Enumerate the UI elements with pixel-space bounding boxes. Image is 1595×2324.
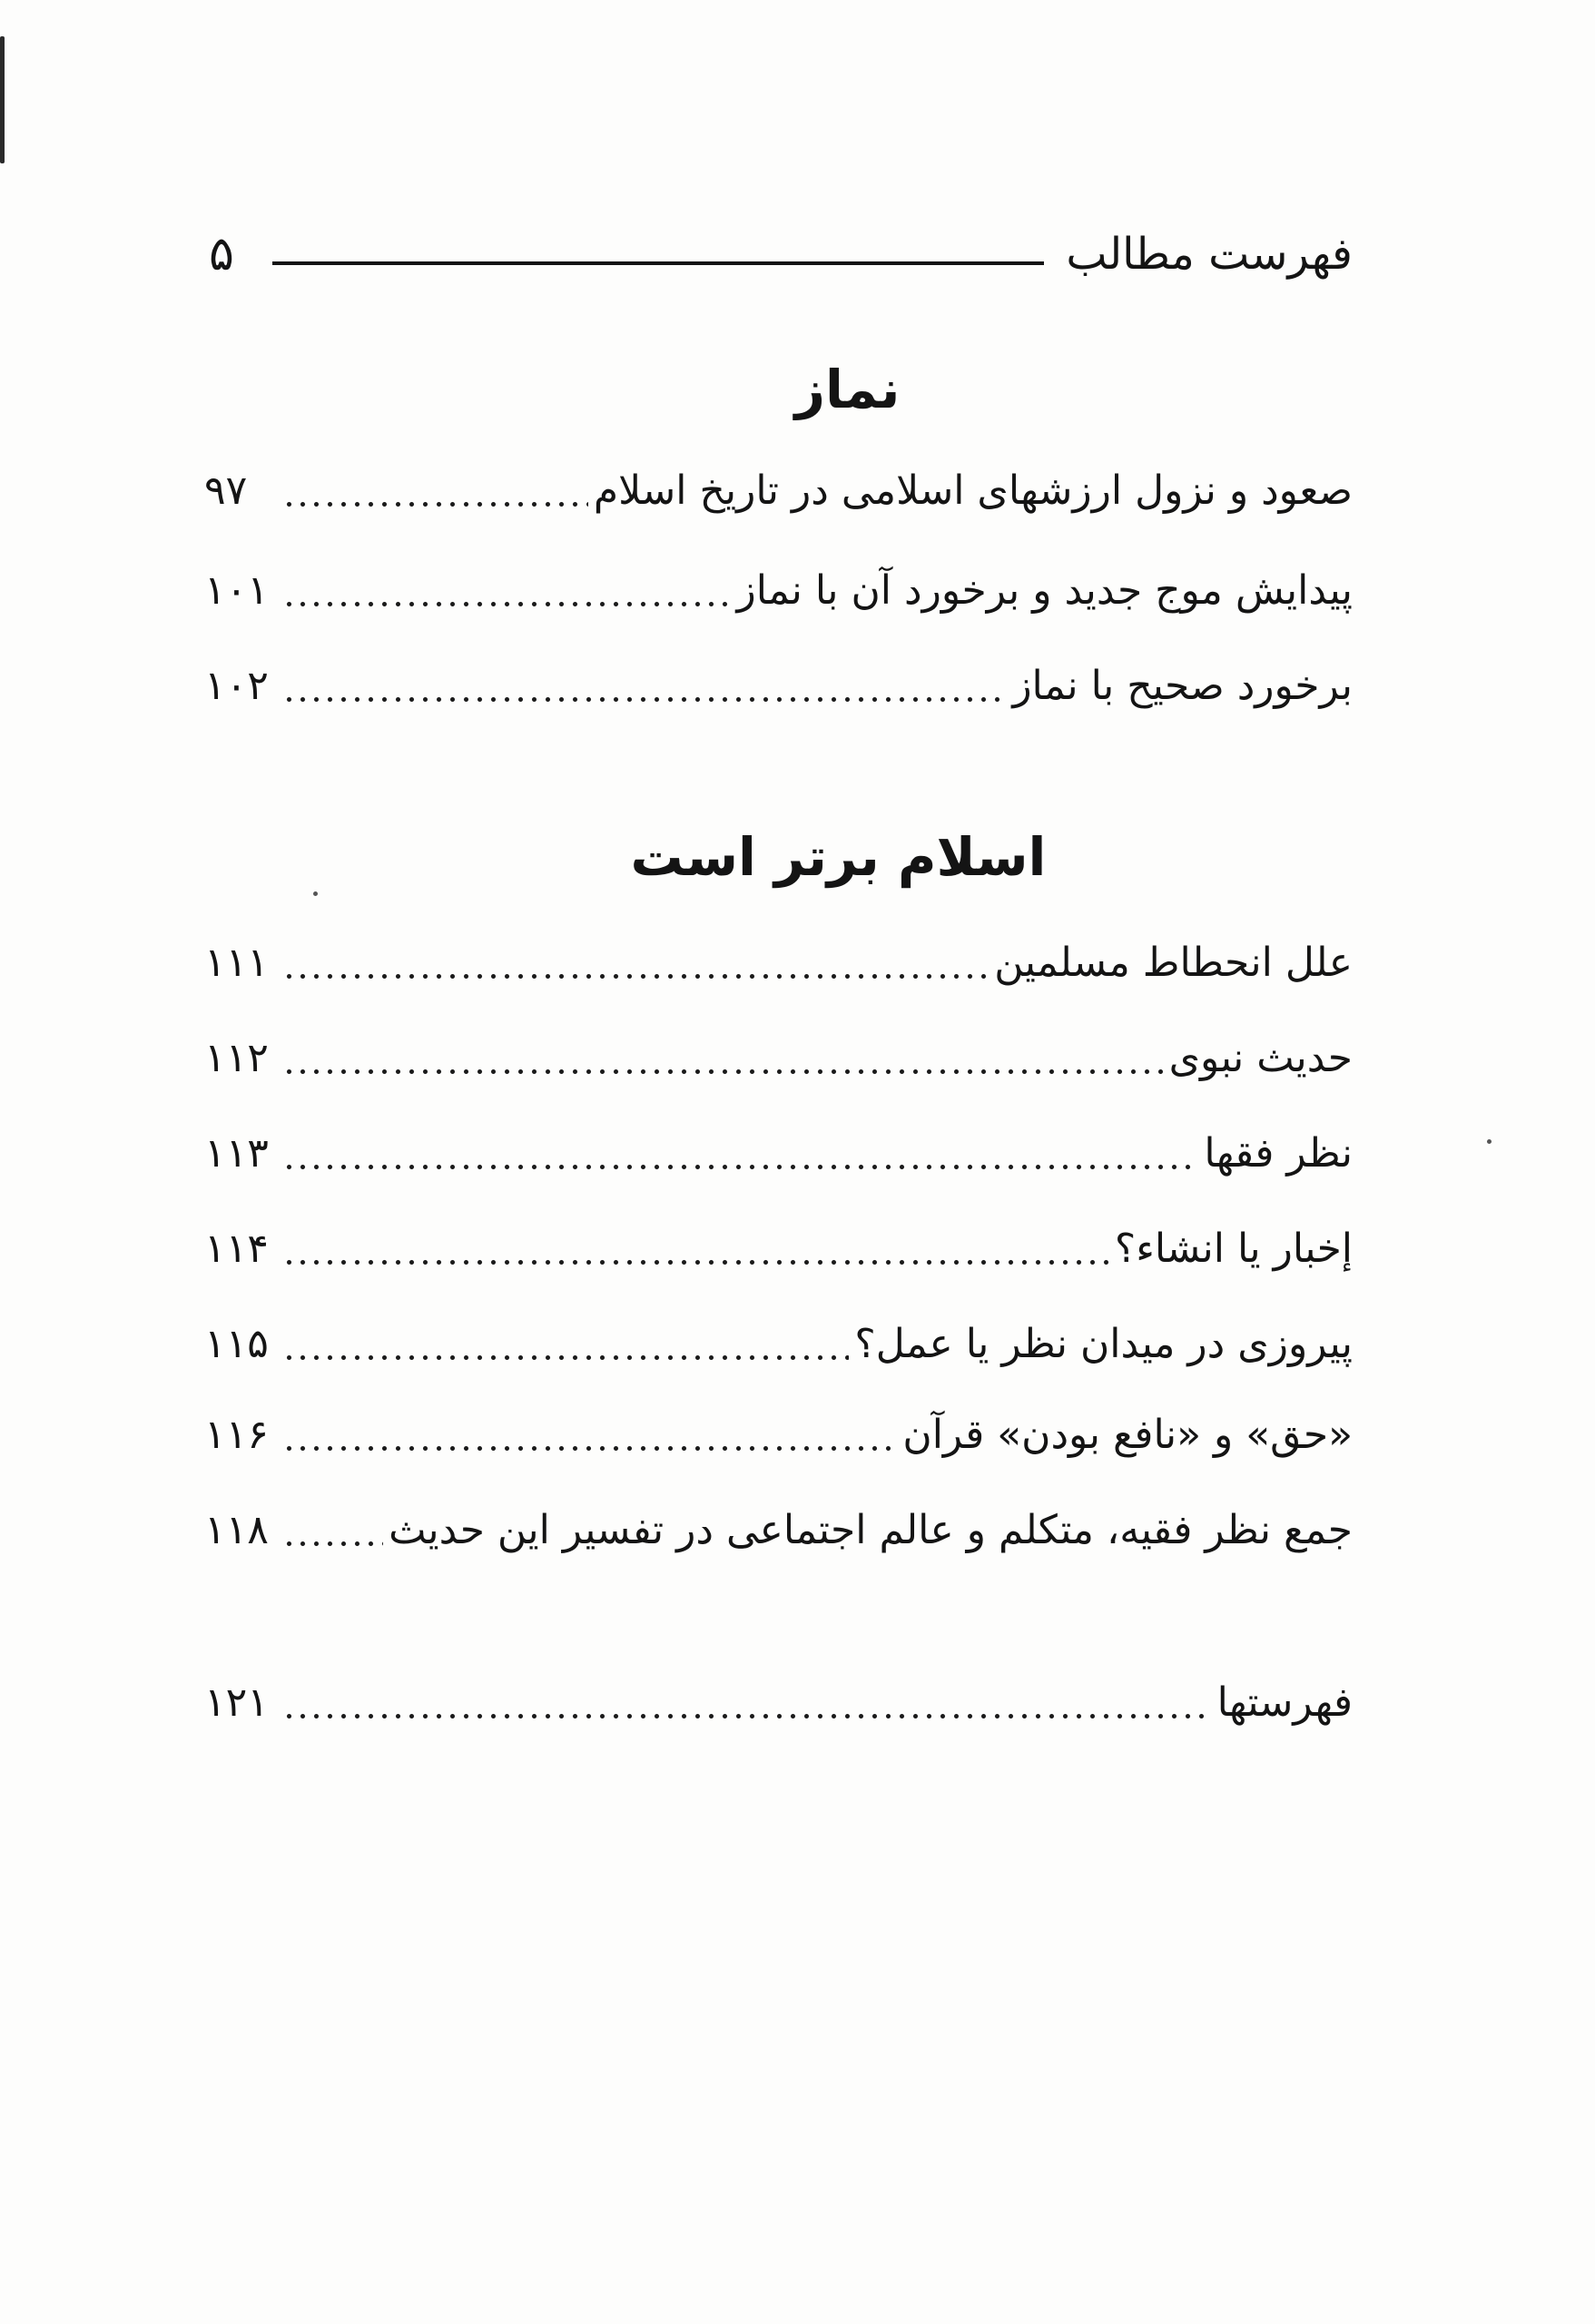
toc-entry[interactable] <box>204 1493 1353 1566</box>
toc-entry-title: پیروزی در میدان نظر یا عمل؟ <box>854 1320 1353 1367</box>
toc-entry[interactable] <box>204 1212 1353 1285</box>
paper-speck <box>1487 1139 1492 1144</box>
toc-entry-page: ۱۱۴ <box>204 1225 269 1272</box>
toc-entry-title: صعود و نزول ارزشهای اسلامی در تاریخ اسلام <box>593 467 1353 514</box>
toc-entry-title: نظر فقها <box>1204 1129 1353 1177</box>
toc-entry-page: ۱۰۲ <box>204 662 269 709</box>
dot-leader <box>282 1117 1198 1189</box>
toc-entry[interactable] <box>204 1398 1353 1471</box>
dot-leader <box>282 554 732 626</box>
toc-entry-page: ۱۲۱ <box>204 1679 269 1726</box>
toc-entry[interactable] <box>204 649 1353 722</box>
toc-entry-page: ۱۱۶ <box>204 1411 269 1458</box>
dot-leader <box>282 1398 897 1471</box>
toc-entry-page: ۱۱۳ <box>204 1129 269 1177</box>
toc-entry-page: ۱۰۱ <box>204 566 269 614</box>
page-number: ۵ <box>209 227 234 281</box>
toc-entry[interactable] <box>204 1117 1353 1189</box>
section-heading-namaz: نماز <box>794 359 901 420</box>
toc-entry-page: ۹۷ <box>204 467 248 514</box>
dot-leader <box>282 1493 383 1566</box>
running-header-title: فهرست مطالب <box>1066 229 1353 280</box>
toc-entry-page: ۱۱۸ <box>204 1506 269 1553</box>
toc-entry-page: ۱۱۱ <box>204 939 269 986</box>
toc-entry-page: ۱۱۵ <box>204 1320 269 1367</box>
toc-entry-title: حدیث نبوی <box>1168 1034 1353 1081</box>
toc-entry-title: فهرستها <box>1216 1679 1353 1726</box>
dot-leader <box>282 1307 849 1380</box>
toc-entry-title: إخبار یا انشاء؟ <box>1114 1225 1353 1272</box>
dot-leader <box>282 649 1007 722</box>
toc-entry-title: علل انحطاط مسلمین <box>994 939 1353 986</box>
toc-entry-title: پیدایش موج جدید و برخورد آن با نماز <box>736 566 1353 614</box>
toc-entry[interactable] <box>204 554 1353 626</box>
dot-leader <box>282 454 588 527</box>
toc-entry[interactable] <box>204 926 1353 999</box>
running-header <box>209 218 1353 290</box>
paper-speck <box>313 891 318 896</box>
section-heading-islam: اسلام برتر است <box>630 826 1047 888</box>
toc-entry[interactable] <box>204 454 1353 527</box>
dot-leader <box>282 926 989 999</box>
toc-entry[interactable] <box>204 1021 1353 1094</box>
dot-leader <box>282 1666 1212 1738</box>
toc-entry[interactable] <box>204 1307 1353 1380</box>
toc-entry-page: ۱۱۲ <box>204 1034 269 1081</box>
toc-entry-title: جمع نظر فقیه، متکلم و عالم اجتماعی در تفسیر این حدیث <box>389 1506 1353 1553</box>
dot-leader <box>282 1021 1164 1094</box>
toc-entry-appendix[interactable] <box>204 1666 1353 1738</box>
dot-leader <box>282 1212 1109 1285</box>
header-rule <box>272 261 1044 265</box>
scan-edge-mark <box>0 36 5 163</box>
toc-entry-title: برخورد صحیح با نماز <box>1012 662 1353 709</box>
toc-entry-title: «حق» و «نافع بودن» قرآن <box>902 1411 1353 1458</box>
